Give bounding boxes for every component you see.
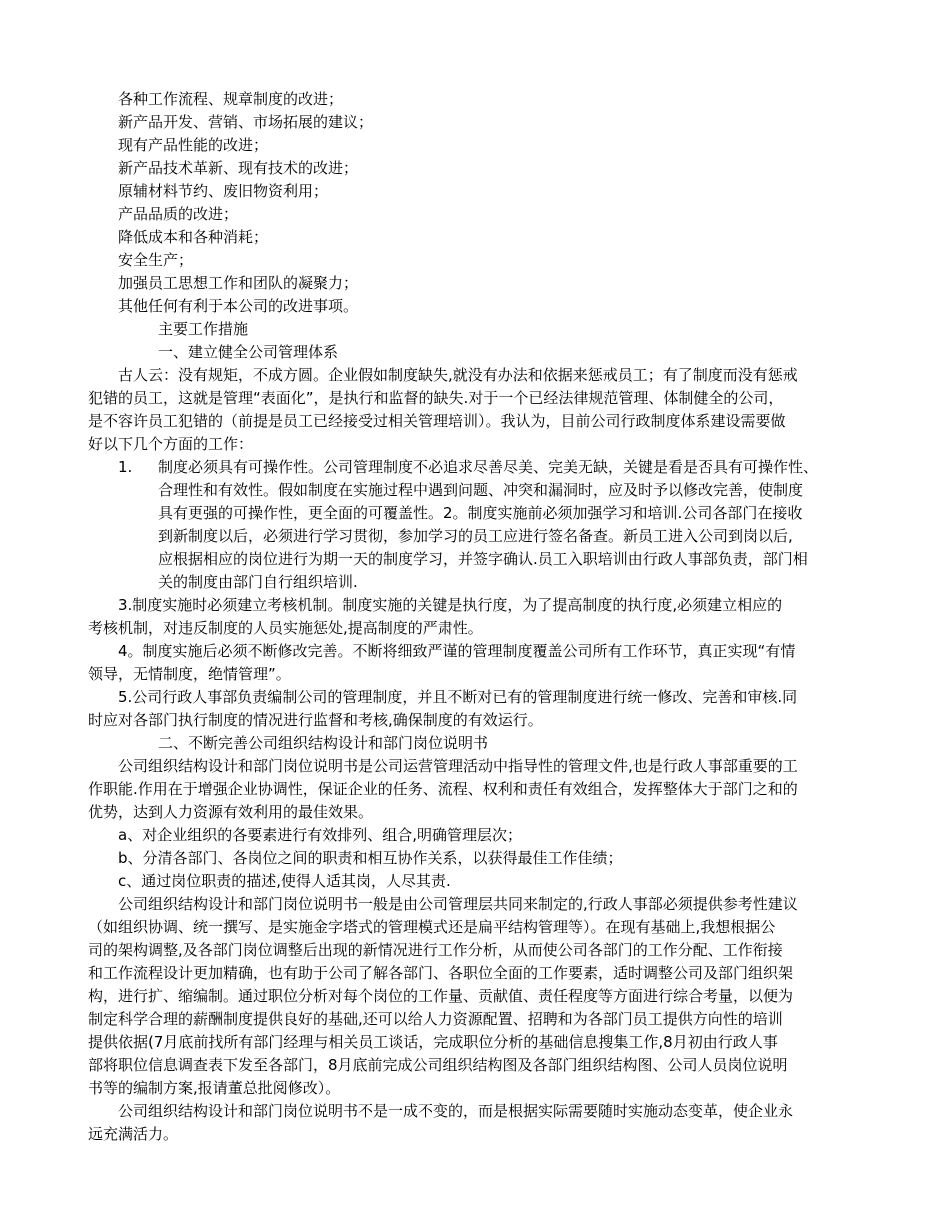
paragraph-line: （如组织协调、统一撰写、是实施金字塔式的管理模式还是扁平结构管理等）。在现有基础上,我想根据公 [88,918,776,936]
paragraph-line: 领导，无情制度，绝情管理”。 [88,665,291,683]
paragraph-line: 到新制度以后，必须进行学习贯彻，参加学习的员工应进行签名备查。新员工进入公司到岗以后, [158,527,793,545]
paragraph-line: 合理性和有效性。假如制度在实施过程中遇到问题、冲突和漏洞时，应及时予以修改完善，使制度 [158,481,804,499]
list-item: 现有产品性能的改进； [118,136,269,154]
list-item: 各种工作流程、规章制度的改进； [118,90,344,108]
list-item: 加强员工思想工作和团队的凝聚力； [118,274,359,292]
paragraph-line: 制定科学合理的薪酬制度提供良好的基础,还可以给人力资源配置、招聘和为各部门员工提供方向性的培训 [88,1010,783,1028]
paragraph-line: 构，进行扩、缩编制。通过职位分析对每个岗位的工作量、贡献值、责任程度等方面进行综合考量，以便为 [88,987,794,1005]
paragraph-line: 公司组织结构设计和部门岗位说明书一般是由公司管理层共同来制定的,行政人事部必须提供参考性建议 [118,895,798,913]
paragraph-line: 古人云：没有规矩，不成方圆。企业假如制度缺失,就没有办法和依据来惩戒员工；有了制度而没有惩戒 [118,366,798,384]
paragraph-line: 3.制度实施时必须建立考核机制。制度实施的关键是执行度，为了提高制度的执行度,必须建立相应的 [118,596,783,614]
list-item: 安全生产； [118,251,194,269]
paragraph-line: 具有更强的可操作性，更全面的可覆盖性。2。制度实施前必须加强学习和培训.公司各部门在接收 [158,504,803,522]
list-item: a、对企业组织的各要素进行有效排列、组合,明确管理层次； [118,826,522,844]
paragraph-line: 作职能.作用在于增强企业协调性，保证企业的任务、流程、权利和责任有效组合，发挥整体大于部门之和的 [88,780,798,798]
list-item: 原辅材料节约、废旧物资利用； [118,182,329,200]
paragraph-line: 犯错的员工，这就是管理“表面化”，是执行和监督的缺失.对于一个已经法律规范管理、体制健全的公司， [88,389,784,407]
list-item: c、通过岗位职责的描述,使得人适其岗，人尽其责. [118,872,451,890]
paragraph-line: 5.公司行政人事部负责编制公司的管理制度，并且不断对已有的管理制度进行统一修改、完善和审核.同 [118,688,798,706]
paragraph-line: 和工作流程设计更加精确，也有助于公司了解各部门、各职位全面的工作要素，适时调整公司及部门组织架 [88,964,794,982]
paragraph-line: 优势，达到人力资源有效利用的最佳效果。 [88,803,374,821]
paragraph-line: 书等的编制方案,报请董总批阅修改）。 [88,1079,341,1097]
paragraph-line: 关的制度由部门自行组织培训. [158,573,358,591]
paragraph-line: 公司组织结构设计和部门岗位说明书是公司运营管理活动中指导性的管理文件,也是行政人事部重要的工 [118,757,798,775]
list-item: 产品品质的改进； [118,205,239,223]
paragraph-line: 是不容许员工犯错的（前提是员工已经接受过相关管理培训）。我认为，目前公司行政制度体系建设需要做 [88,412,786,430]
paragraph-line: 提供依据(7月底前找所有部门经理与相关员工谈话，完成职位分析的基础信息搜集工作,8月初由行政人事 [88,1033,778,1051]
list-item: 新产品技术革新、现有技术的改进； [118,159,359,177]
item-number: 1. [118,458,133,476]
section-heading: 二、不断完善公司组织结构设计和部门岗位说明书 [158,734,489,752]
section-heading: 一、建立健全公司管理体系 [158,343,339,361]
paragraph-line: 考核机制，对违反制度的人员实施惩处,提高制度的严肃性。 [88,619,483,637]
main-heading: 主要工作措施 [158,320,249,338]
list-item: 降低成本和各种消耗； [118,228,269,246]
paragraph-line: 应根据相应的岗位进行为期一天的制度学习，并签字确认.员工入职培训由行政人事部负责，部门相 [158,550,808,568]
paragraph-line: 远充满活力。 [88,1125,179,1143]
paragraph-line: 公司组织结构设计和部门岗位说明书不是一成不变的，而是根据实际需要随时实施动态变革，使企业永 [118,1102,794,1120]
paragraph-line: 司的架构调整,及各部门岗位调整后出现的新情况进行工作分析，从而使公司各部门的工作分配、工作衔接 [88,941,783,959]
list-item: 新产品开发、营销、市场拓展的建议； [118,113,374,131]
paragraph-line: 好以下几个方面的工作： [88,435,254,453]
list-item: b、分清各部门、各岗位之间的职责和相互协作关系，以获得最佳工作佳绩； [118,849,623,867]
list-item: 其他任何有利于本公司的改进事项。 [118,297,359,315]
paragraph-line: 部将职位信息调查表下发至各部门，8月底前完成公司组织结构图及各部门组织结构图、公司人员岗位说明 [88,1056,788,1074]
paragraph-line: 4。制度实施后必须不断修改完善。不断将细致严谨的管理制度覆盖公司所有工作环节，真正实现“有情 [118,642,796,660]
paragraph-line: 时应对各部门执行制度的情况进行监督和考核,确保制度的有效运行。 [88,711,543,729]
paragraph-line: 制度必须具有可操作性。公司管理制度不必追求尽善尽美、完美无缺，关键是看是否具有可操作性、 [158,458,819,476]
